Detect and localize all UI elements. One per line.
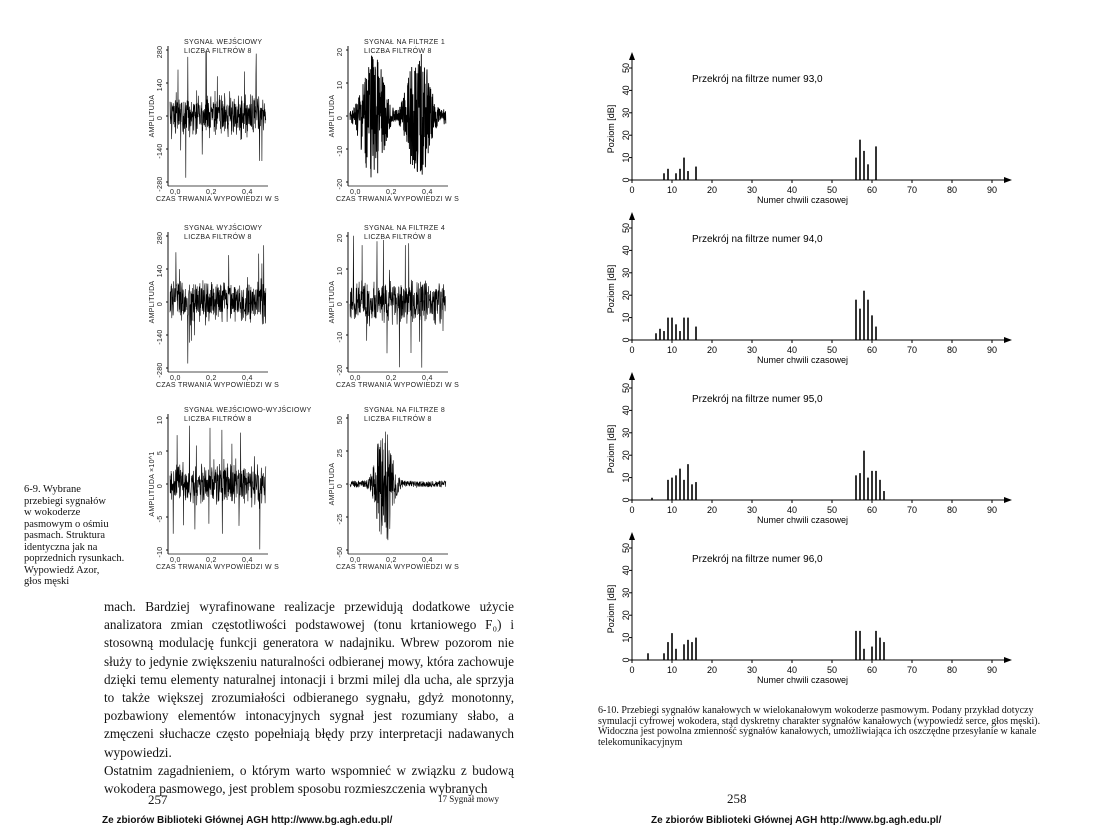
body-paragraph-2: Ostatnim zagadnieniem, o którym warto wspomnieć w związku z budową wokodera pasmowego, jest problem sposobu rozmieszczenia wybranych <box>104 762 514 797</box>
panel-title: SYGNAŁ NA FILTRZE 1 <box>364 39 446 46</box>
y-tick-label: 0 <box>621 177 631 183</box>
y-axis-label: Poziom [dB] <box>606 424 616 474</box>
y-tick-label: 20 <box>337 233 344 243</box>
y-tick-label: 40 <box>621 565 631 576</box>
y-tick-label: -5 <box>157 515 164 523</box>
x-tick-label: 50 <box>826 665 838 675</box>
panel-title: SYGNAŁ NA FILTRZE 4 <box>364 225 446 232</box>
waveform-trace <box>350 54 446 177</box>
y-tick-label: 10 <box>157 415 164 425</box>
y-tick-label: 50 <box>621 542 631 554</box>
x-tick-label: 30 <box>746 665 758 675</box>
y-tick-label: 0 <box>337 483 344 489</box>
y-tick-label: 0 <box>621 657 631 663</box>
y-tick-label: 20 <box>621 450 631 461</box>
y-axis-label: AMPLITUDA <box>149 94 156 138</box>
waveform-trace <box>350 432 446 540</box>
x-tick-label: 80 <box>946 505 958 515</box>
x-tick-label: 30 <box>746 345 758 355</box>
x-axis-label: CZAS TRWANIA WYPOWIEDZI W S <box>156 564 280 571</box>
figure-6-10-caption: 6-10. Przebiegi sygnałów kanałowych w wielokanałowym wokoderze pasmowym. Podany przykład dotyczy symulacji cyfrowej wokodera, stąd dyskretny charakter sygnałów kanałowych (wypowiedź serce, głos męski). Widoczna jest powolna zmienność sygnałów kanałowych, umożliwiająca ich oszczędne przesyłanie w kanale telekomunikacyjnym <box>598 705 1041 748</box>
x-axis-arrow <box>1004 497 1012 503</box>
panel-subtitle: LICZBA FILTRÓW 8 <box>184 234 252 241</box>
y-tick-label: -10 <box>337 331 344 343</box>
y-tick-label: 40 <box>621 85 631 96</box>
oscillogram-panel <box>329 225 459 389</box>
y-axis-label: Poziom [dB] <box>606 584 616 634</box>
x-axis-label: Numer chwili czasowej <box>757 355 849 365</box>
x-tick-label: 80 <box>946 665 958 675</box>
x-axis-label: CZAS TRWANIA WYPOWIEDZI W S <box>156 196 280 203</box>
oscillogram-panel <box>149 405 312 571</box>
x-tick-label: 10 <box>666 345 678 355</box>
waveform-trace <box>350 236 446 368</box>
y-tick-label: 50 <box>621 62 631 74</box>
panel-subtitle: LICZBA FILTRÓW 8 <box>364 48 432 55</box>
x-tick-label: 90 <box>986 505 998 515</box>
y-tick-label: 10 <box>337 80 344 90</box>
oscillogram-figure <box>140 36 470 588</box>
waveform-trace <box>170 426 266 550</box>
panel-subtitle: LICZBA FILTRÓW 8 <box>184 416 252 423</box>
panel-subtitle: LICZBA FILTRÓW 8 <box>364 234 432 241</box>
oscillogram-panel <box>149 223 279 389</box>
x-tick-label: 30 <box>746 185 758 195</box>
y-tick-label: 10 <box>621 472 631 483</box>
panel-subtitle: LICZBA FILTRÓW 8 <box>184 48 252 55</box>
x-tick-label: 60 <box>866 505 878 515</box>
y-tick-label: -280 <box>157 362 164 378</box>
x-tick-label: 0 <box>629 185 635 195</box>
y-axis-arrow <box>629 532 635 540</box>
y-tick-label: -10 <box>157 546 164 558</box>
caption-line: przebiegi sygnałów <box>24 495 106 507</box>
caption-line: 6-9. Wybrane <box>24 484 81 495</box>
chart-title: Przekrój na filtrze numer 93,0 <box>692 74 823 85</box>
oscillogram-panel <box>329 39 459 203</box>
y-tick-label: 20 <box>337 47 344 57</box>
x-axis-arrow <box>1004 657 1012 663</box>
y-tick-label: 140 <box>157 78 164 92</box>
x-tick-label: 0,2 <box>386 557 397 564</box>
y-tick-label: -20 <box>337 364 344 376</box>
x-tick-label: 0,4 <box>242 557 253 564</box>
x-tick-label: 70 <box>906 345 918 355</box>
y-tick-label: 10 <box>621 152 631 163</box>
y-tick-label: 280 <box>157 231 164 245</box>
x-axis-arrow <box>1004 177 1012 183</box>
y-tick-label: 30 <box>621 587 631 598</box>
y-tick-label: 25 <box>337 448 344 458</box>
y-tick-label: 20 <box>621 290 631 301</box>
y-tick-label: 50 <box>621 222 631 234</box>
y-tick-label: 10 <box>621 632 631 643</box>
panel-title: SYGNAŁ NA FILTRZE 8 <box>364 407 446 414</box>
caption-line: głos męski <box>24 576 70 587</box>
x-axis-label: Numer chwili czasowej <box>757 515 849 525</box>
y-tick-label: -25 <box>337 513 344 525</box>
x-tick-label: 40 <box>786 505 798 515</box>
y-tick-label: 0 <box>337 301 344 307</box>
panel-subtitle: LICZBA FILTRÓW 8 <box>364 416 432 423</box>
x-tick-label: 0,2 <box>386 375 397 382</box>
x-axis-label: Numer chwili czasowej <box>757 195 849 205</box>
y-tick-label: 280 <box>157 45 164 59</box>
channel-signal-charts <box>595 40 1025 700</box>
x-tick-label: 0,2 <box>206 375 217 382</box>
caption-line: identyczna jak na <box>24 541 98 553</box>
chart-title: Przekrój na filtrze numer 95,0 <box>692 394 823 405</box>
figure-6-9-caption <box>24 484 134 588</box>
right-footer: Ze zbiorów Biblioteki Głównej AGH http://www.bg.agh.edu.pl/ <box>651 815 942 826</box>
y-tick-label: 0 <box>337 115 344 121</box>
y-axis-label: AMPLITUDA <box>149 280 156 324</box>
y-axis-label: AMPLITUDA ×10^1 <box>149 451 156 517</box>
x-tick-label: 0 <box>629 665 635 675</box>
x-tick-label: 70 <box>906 505 918 515</box>
panel-title: SYGNAŁ WYJŚCIOWY <box>184 225 263 232</box>
oscillogram-panel <box>149 37 279 203</box>
bar-chart <box>606 532 1012 685</box>
y-tick-label: -20 <box>337 178 344 190</box>
waveform-trace <box>170 51 266 178</box>
x-tick-label: 0,4 <box>422 557 433 564</box>
bar-chart <box>606 52 1012 205</box>
x-tick-label: 70 <box>906 185 918 195</box>
x-tick-label: 0,0 <box>350 375 361 382</box>
oscillogram-panel <box>329 407 459 571</box>
chart-title: Przekrój na filtrze numer 94,0 <box>692 234 823 245</box>
y-axis-arrow <box>629 52 635 60</box>
y-tick-label: -50 <box>337 546 344 558</box>
x-tick-label: 0,2 <box>386 189 397 196</box>
left-footer: Ze zbiorów Biblioteki Głównej AGH http://www.bg.agh.edu.pl/ <box>102 815 393 826</box>
x-tick-label: 70 <box>906 665 918 675</box>
x-axis-label: CZAS TRWANIA WYPOWIEDZI W S <box>336 196 460 203</box>
running-head: 17 Sygnał mowy <box>438 794 500 804</box>
y-tick-label: 10 <box>621 312 631 323</box>
x-tick-label: 0,0 <box>170 375 181 382</box>
y-tick-label: 30 <box>621 427 631 438</box>
x-tick-label: 80 <box>946 345 958 355</box>
x-tick-label: 0,4 <box>242 375 253 382</box>
caption-line: poprzednich rysunkach. <box>24 553 125 564</box>
y-tick-label: 40 <box>621 405 631 416</box>
x-tick-label: 0,2 <box>206 189 217 196</box>
caption-line: pasmowym o ośmiu <box>24 518 109 530</box>
x-tick-label: 20 <box>706 185 718 195</box>
y-tick-label: 50 <box>621 382 631 394</box>
x-tick-label: 40 <box>786 185 798 195</box>
y-tick-label: 0 <box>157 115 164 121</box>
x-tick-label: 0 <box>629 345 635 355</box>
y-axis-label: AMPLITUDA <box>329 462 336 506</box>
y-tick-label: 40 <box>621 245 631 256</box>
y-tick-label: 0 <box>157 483 164 489</box>
x-tick-label: 90 <box>986 665 998 675</box>
x-tick-label: 0,0 <box>170 557 181 564</box>
x-tick-label: 0,0 <box>170 189 181 196</box>
y-tick-label: -280 <box>157 176 164 192</box>
y-tick-label: -10 <box>337 145 344 157</box>
body-paragraph-1: mach. Bardziej wyrafinowane realizacje przewidują dodatkowe użycie analizatora zmian częstotliwości podstawowej (tonu krtaniowego F₀) i stosowną modulację funkcji generatora w nadajniku. Wbrew pozorom nie służy to jedynie zwiększeniu naturalności odbieranej mowy, która zachowuje dzięki temu elementy naturalnej intonacji i brzmi milej dla ucha, ale sprzyja to także większej zrozumiałości odbieranego sygnału, gdyż monotonny, pozbawiony elementów intonacyjnych sygnał jest rozumiany słabo, a zmęczeni słuchacze często popełniają błędy przy interpretacji nadawanych wypowiedzi. <box>104 599 514 760</box>
x-tick-label: 20 <box>706 665 718 675</box>
x-tick-label: 0,4 <box>242 189 253 196</box>
x-tick-label: 0,4 <box>422 375 433 382</box>
y-axis-label: Poziom [dB] <box>606 264 616 314</box>
y-tick-label: 0 <box>621 337 631 343</box>
y-tick-label: 20 <box>621 130 631 141</box>
x-tick-label: 90 <box>986 185 998 195</box>
y-tick-label: 20 <box>621 610 631 621</box>
body-text <box>104 598 514 798</box>
chart-title: Przekrój na filtrze numer 96,0 <box>692 554 823 565</box>
x-axis-label: Numer chwili czasowej <box>757 675 849 685</box>
y-tick-label: 10 <box>337 266 344 276</box>
y-axis-arrow <box>629 372 635 380</box>
panel-title: SYGNAŁ WEJŚCIOWO-WYJŚCIOWY <box>184 407 312 414</box>
y-tick-label: 0 <box>621 497 631 503</box>
x-tick-label: 20 <box>706 505 718 515</box>
caption-line: w wokoderze <box>24 507 81 518</box>
x-tick-label: 80 <box>946 185 958 195</box>
y-axis-label: AMPLITUDA <box>329 94 336 138</box>
y-axis-label: AMPLITUDA <box>329 280 336 324</box>
y-tick-label: 0 <box>157 301 164 307</box>
x-tick-label: 0,2 <box>206 557 217 564</box>
x-tick-label: 40 <box>786 345 798 355</box>
left-page-number: 257 <box>148 792 168 807</box>
y-tick-label: 30 <box>621 267 631 278</box>
y-tick-label: 5 <box>157 450 164 456</box>
caption-line: Wypowiedź Azor, <box>24 564 100 576</box>
x-tick-label: 0 <box>629 505 635 515</box>
caption-line: pasmach. Struktura <box>24 530 106 541</box>
x-tick-label: 10 <box>666 505 678 515</box>
y-tick-label: 50 <box>337 415 344 425</box>
x-tick-label: 10 <box>666 665 678 675</box>
x-tick-label: 60 <box>866 345 878 355</box>
x-tick-label: 50 <box>826 345 838 355</box>
x-tick-label: 60 <box>866 665 878 675</box>
y-axis-arrow <box>629 212 635 220</box>
y-tick-label: 140 <box>157 264 164 278</box>
x-axis-label: CZAS TRWANIA WYPOWIEDZI W S <box>156 382 280 389</box>
bar-chart <box>606 372 1012 525</box>
x-axis-label: CZAS TRWANIA WYPOWIEDZI W S <box>336 564 460 571</box>
x-tick-label: 90 <box>986 345 998 355</box>
x-tick-label: 0,0 <box>350 189 361 196</box>
x-tick-label: 20 <box>706 345 718 355</box>
panel-title: SYGNAŁ WEJŚCIOWY <box>184 39 263 46</box>
y-tick-label: -140 <box>157 329 164 345</box>
x-tick-label: 60 <box>866 185 878 195</box>
x-tick-label: 50 <box>826 505 838 515</box>
x-tick-label: 30 <box>746 505 758 515</box>
waveform-trace <box>170 245 266 363</box>
x-tick-label: 0,4 <box>422 189 433 196</box>
x-axis-arrow <box>1004 337 1012 343</box>
x-tick-label: 40 <box>786 665 798 675</box>
x-tick-label: 10 <box>666 185 678 195</box>
y-tick-label: -140 <box>157 143 164 159</box>
y-tick-label: 30 <box>621 107 631 118</box>
bar-chart <box>606 212 1012 365</box>
right-page-number: 258 <box>727 791 747 806</box>
x-axis-label: CZAS TRWANIA WYPOWIEDZI W S <box>336 382 460 389</box>
y-axis-label: Poziom [dB] <box>606 104 616 154</box>
x-tick-label: 0,0 <box>350 557 361 564</box>
x-tick-label: 50 <box>826 185 838 195</box>
